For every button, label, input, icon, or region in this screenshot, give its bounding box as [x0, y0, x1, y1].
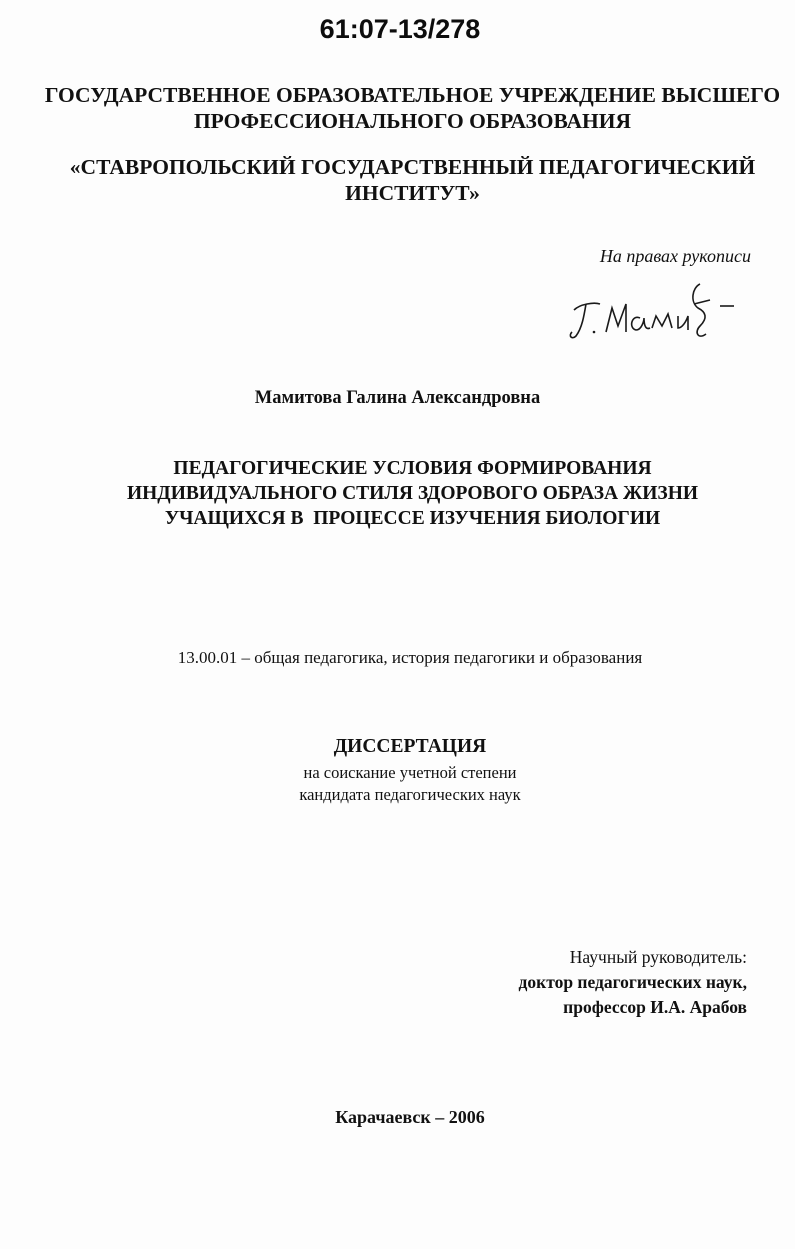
- title-line-2: ИНДИВИДУАЛЬНОГО СТИЛЯ ЗДОРОВОГО ОБРАЗА ЖИЗНИ: [126, 483, 699, 504]
- degree-sought: [100, 762, 720, 806]
- institution-line-1: ГОСУДАРСТВЕННОЕ ОБРАЗОВАТЕЛЬНОЕ УЧРЕЖДЕНИЕ ВЫСШЕГО: [44, 83, 781, 107]
- institute-line-2: ИНСТИТУТ»: [345, 181, 480, 205]
- degree-line-1: на соискание учетной степени: [303, 763, 517, 782]
- supervisor-name: профессор И.А. Арабов: [563, 997, 747, 1017]
- handwritten-signature: [560, 274, 760, 344]
- institution-line-2: ПРОФЕССИОНАЛЬНОГО ОБРАЗОВАНИЯ: [193, 109, 632, 133]
- manuscript-rights-note: На правах рукописи: [599, 246, 751, 266]
- title-line-3: УЧАЩИХСЯ В ПРОЦЕССЕ ИЗУЧЕНИЯ БИОЛОГИИ: [164, 508, 661, 529]
- title-line-1: ПЕДАГОГИЧЕСКИЕ УСЛОВИЯ ФОРМИРОВАНИЯ: [173, 458, 652, 479]
- supervisor-label: Научный руководитель:: [569, 947, 747, 967]
- specialty-code: 13.00.01 – общая педагогика, история педагогики и образования: [177, 648, 643, 667]
- city-year: Карачаевск – 2006: [335, 1107, 485, 1127]
- document-type: ДИССЕРТАЦИЯ: [333, 736, 487, 757]
- registry-code: 61:07-13/278: [319, 14, 481, 44]
- supervisor-block: [427, 945, 747, 1020]
- supervisor-degree: доктор педагогических наук,: [518, 972, 747, 992]
- institution-name: [40, 82, 785, 134]
- institute-line-1: «СТАВРОПОЛЬСКИЙ ГОСУДАРСТВЕННЫЙ ПЕДАГОГИЧЕСКИЙ: [69, 155, 756, 179]
- author-name: Мамитова Галина Александровна: [254, 388, 541, 408]
- dissertation-title: [80, 456, 745, 531]
- institute-name: [40, 154, 785, 206]
- degree-line-2: кандидата педагогических наук: [299, 785, 521, 804]
